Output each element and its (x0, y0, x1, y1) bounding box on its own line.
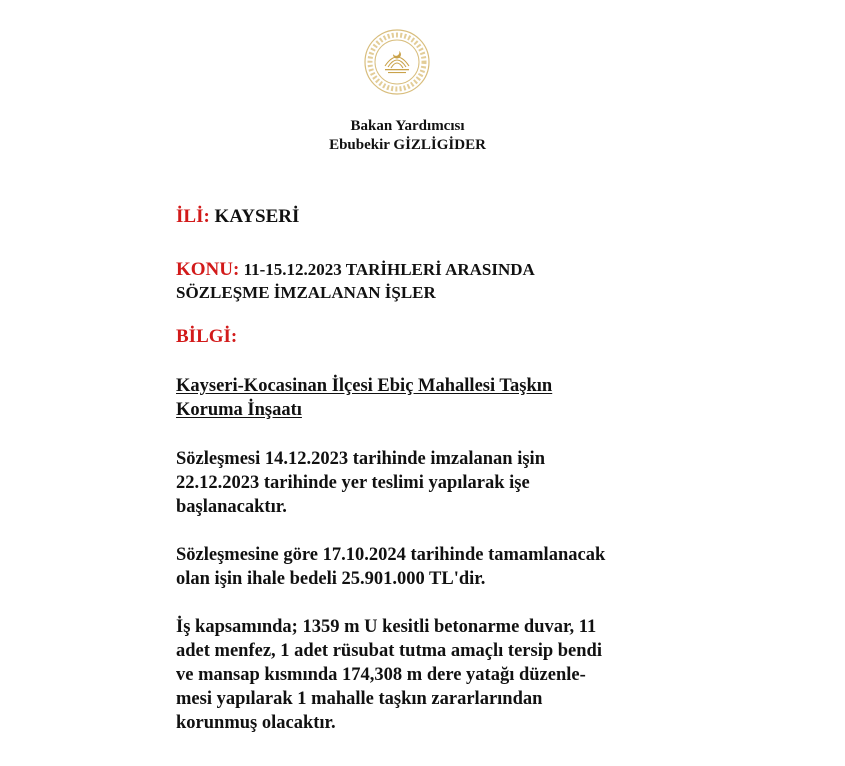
ministry-emblem-icon (363, 28, 431, 96)
official-title: Bakan Yardımcısı (350, 118, 465, 134)
paragraph-3-line-4: mesi yapılarak 1 mahalle taşkın zararlarından (176, 689, 543, 709)
paragraph-3-line-2: adet menfez, 1 adet rüsubat tutma amaçlı tersip bendi (176, 641, 602, 661)
paragraph-1-line-2: 22.12.2023 tarihinde yer teslimi yapılarak işe (176, 473, 530, 493)
province-label: İLİ: (176, 206, 210, 227)
subject-line-1 (176, 259, 535, 280)
info-line (176, 326, 237, 348)
project-title-line-2: Koruma İnşaatı (176, 400, 302, 420)
official-name: Ebubekir GİZLİGİDER (329, 137, 486, 153)
paragraph-1-line-3: başlanacaktır. (176, 497, 287, 517)
subject-text-2: SÖZLEŞME İMZALANAN İŞLER (176, 283, 436, 302)
province-line (176, 206, 299, 228)
paragraph-2-line-1: Sözleşmesine göre 17.10.2024 tarihinde tamamlanacak (176, 545, 606, 565)
province-value: KAYSERİ (214, 206, 300, 227)
paragraph-3-line-1: İş kapsamında; 1359 m U kesitli betonarme duvar, 11 (176, 617, 597, 637)
paragraph-1-line-1: Sözleşmesi 14.12.2023 tarihinde imzalanan işin (176, 449, 545, 469)
paragraph-3-line-5: korunmuş olacaktır. (176, 713, 336, 733)
paragraph-2-line-2: olan işin ihale bedeli 25.901.000 TL'dir. (176, 569, 486, 589)
paragraph-3-line-3: ve mansap kısmında 174,308 m dere yatağı düzenle- (176, 665, 586, 685)
project-title-line-1: Kayseri-Kocasinan İlçesi Ebiç Mahallesi Taşkın (176, 376, 553, 396)
subject-text-1: 11-15.12.2023 TARİHLERİ ARASINDA (243, 260, 535, 279)
subject-line-2 (176, 282, 436, 303)
subject-label: KONU: (176, 259, 240, 280)
official-signature-block (290, 117, 525, 155)
info-label: BİLGİ: (176, 326, 238, 347)
